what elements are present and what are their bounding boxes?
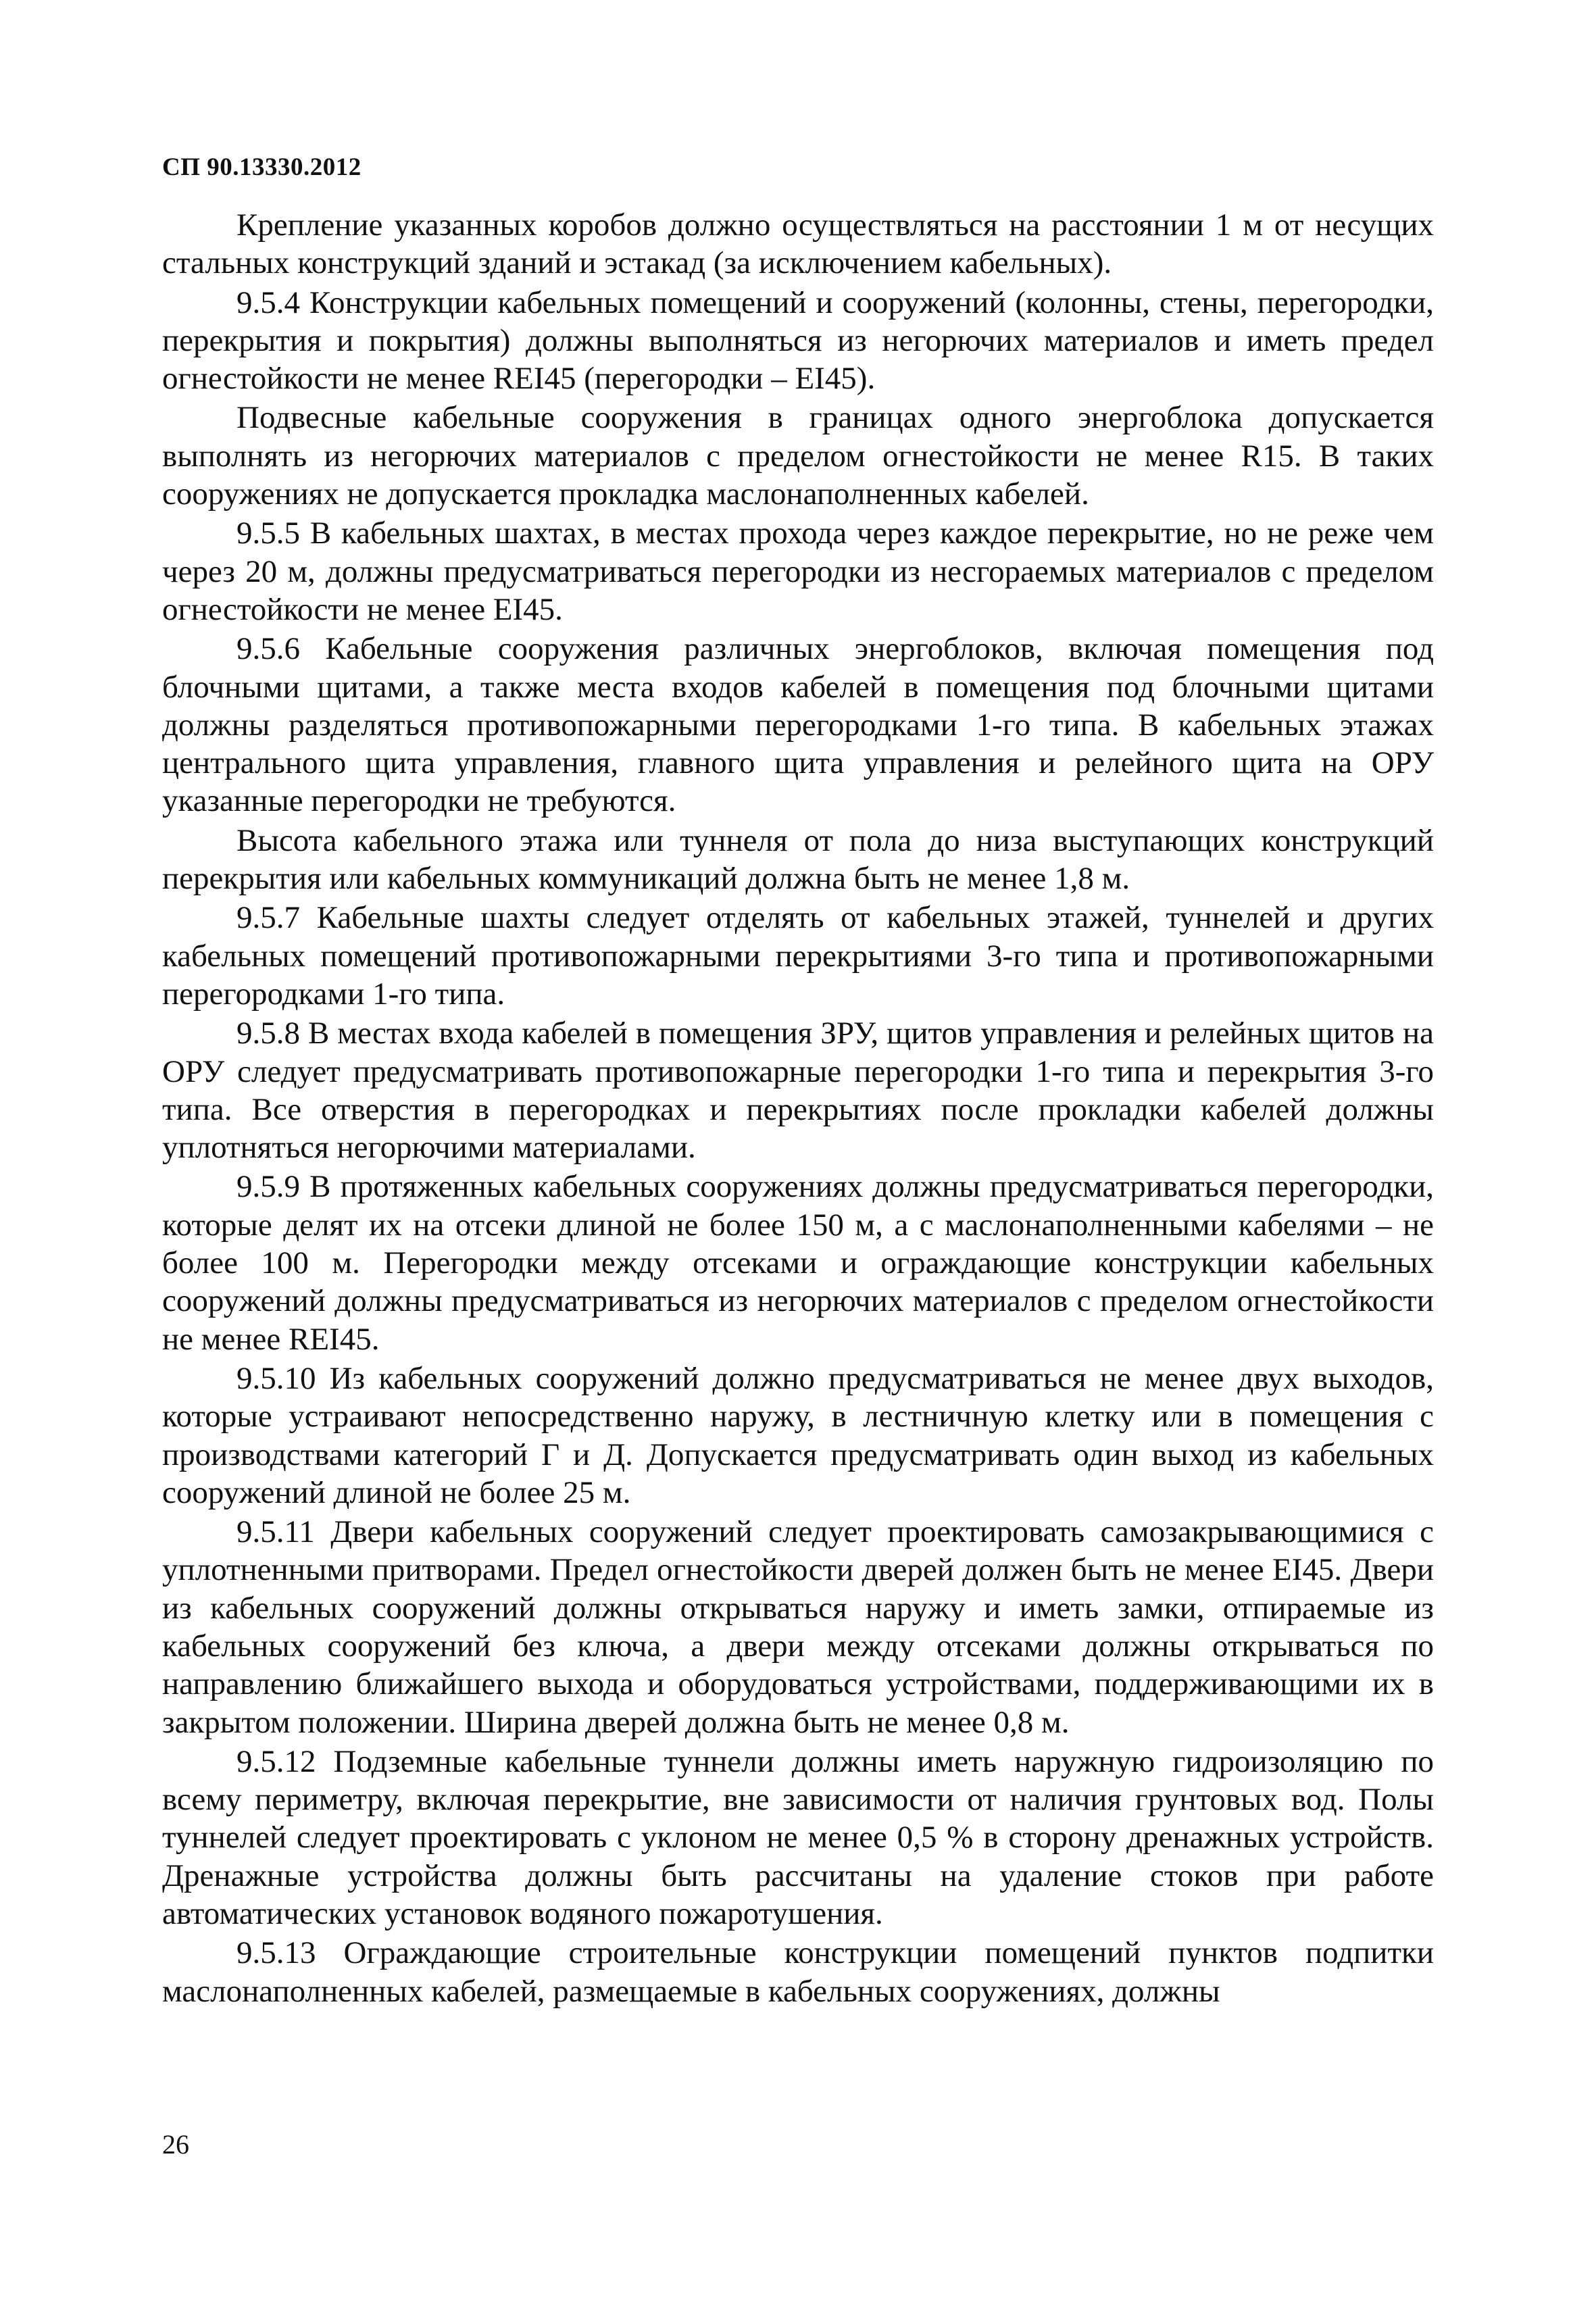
paragraph-suspended-structures: Подвесные кабельные сооружения в границах одного энергоблока допускается выполнять из негорючих материалов с пределом огнестойкости не менее R15. В таких сооружениях не допускается прокладка маслонаполненных кабелей. [162, 400, 1434, 512]
paragraph-9-5-13: 9.5.13 Ограждающие строительные конструкции помещений пунктов подпитки маслонаполненных кабелей, размещаемые в кабельных сооружениях, должны [162, 1935, 1434, 2009]
document-header: СП 90.13330.2012 [162, 153, 361, 181]
paragraph-9-5-8: 9.5.8 В местах входа кабелей в помещения ЗРУ, щитов управления и релейных щитов на ОРУ следует предусматривать противопожарные перегородки 1-го типа и перекрытия 3-го типа. Все отверстия в перегородках и перекрытиях после прокладки кабелей должны уплотняться негорючими материалами. [162, 1016, 1434, 1166]
paragraph-9-5-11: 9.5.11 Двери кабельных сооружений следует проектировать самозакрывающимися с уплотненными притворами. Предел огнестойкости дверей должен быть не менее EI45. Двери из кабельных сооружений должны открываться наружу и иметь замки, отпираемые из кабельных сооружений без ключа, а двери между отсеками должны открываться по направлению ближайшего выхода и оборудоваться устройствами, поддерживающими их в закрытом положении. Ширина дверей должна быть не менее 0,8 м. [162, 1514, 1434, 1740]
document-body [162, 206, 1434, 2012]
paragraph-floor-height: Высота кабельного этажа или туннеля от пола до низа выступающих конструкций перекрытия или кабельных коммуникаций должна быть не менее 1,8 м. [162, 822, 1434, 897]
paragraph-9-5-6: 9.5.6 Кабельные сооружения различных энергоблоков, включая помещения под блочными щитами, а также места входов кабелей в помещения под блочными щитами должны разделяться противопожарными перегородками 1-го типа. В кабельных этажах центрального щита управления, главного щита управления и релейного щита на ОРУ указанные перегородки не требуются. [162, 631, 1434, 819]
page-number: 26 [162, 2129, 189, 2160]
paragraph-9-5-9: 9.5.9 В протяженных кабельных сооружениях должны предусматриваться перегородки, которые делят их на отсеки длиной не более 150 м, а с маслонаполненными кабелями – не более 100 м. Перегородки между отсеками и ограждающие конструкции кабельных сооружений должны предусматриваться из негорючих материалов с пределом огнестойкости не менее REI45. [162, 1169, 1434, 1357]
paragraph-9-5-4: 9.5.4 Конструкции кабельных помещений и сооружений (колонны, стены, перегородки, перекрытия и покрытия) должны выполняться из негорючих материалов и иметь предел огнестойкости не менее REI45 (перегородки – EI45). [162, 284, 1434, 397]
paragraph-9-5-7: 9.5.7 Кабельные шахты следует отделять от кабельных этажей, туннелей и других кабельных помещений противопожарными перекрытиями 3-го типа и противопожарными перегородками 1-го типа. [162, 900, 1434, 1012]
paragraph-9-5-12: 9.5.12 Подземные кабельные туннели должны иметь наружную гидроизоляцию по всему периметру, включая перекрытие, вне зависимости от наличия грунтовых вод. Полы туннелей следует проектировать с уклоном не менее 0,5 % в сторону дренажных устройств. Дренажные устройства должны быть рассчитаны на удаление стоков при работе автоматических установок водяного пожаротушения. [162, 1743, 1434, 1932]
paragraph-9-5-10: 9.5.10 Из кабельных сооружений должно предусматриваться не менее двух выходов, которые устраивают непосредственно наружу, в лестничную клетку или в помещения с производствами категорий Г и Д. Допускается предусматривать один выход из кабельных сооружений длиной не более 25 м. [162, 1360, 1434, 1510]
paragraph-9-5-5: 9.5.5 В кабельных шахтах, в местах прохода через каждое перекрытие, но не реже чем через 20 м, должны предусматриваться перегородки из несгораемых материалов с пределом огнестойкости не менее EI45. [162, 516, 1434, 627]
paragraph-fastening: Крепление указанных коробов должно осуществляться на расстоянии 1 м от несущих стальных конструкций зданий и эстакад (за исключением кабельных). [162, 207, 1434, 281]
